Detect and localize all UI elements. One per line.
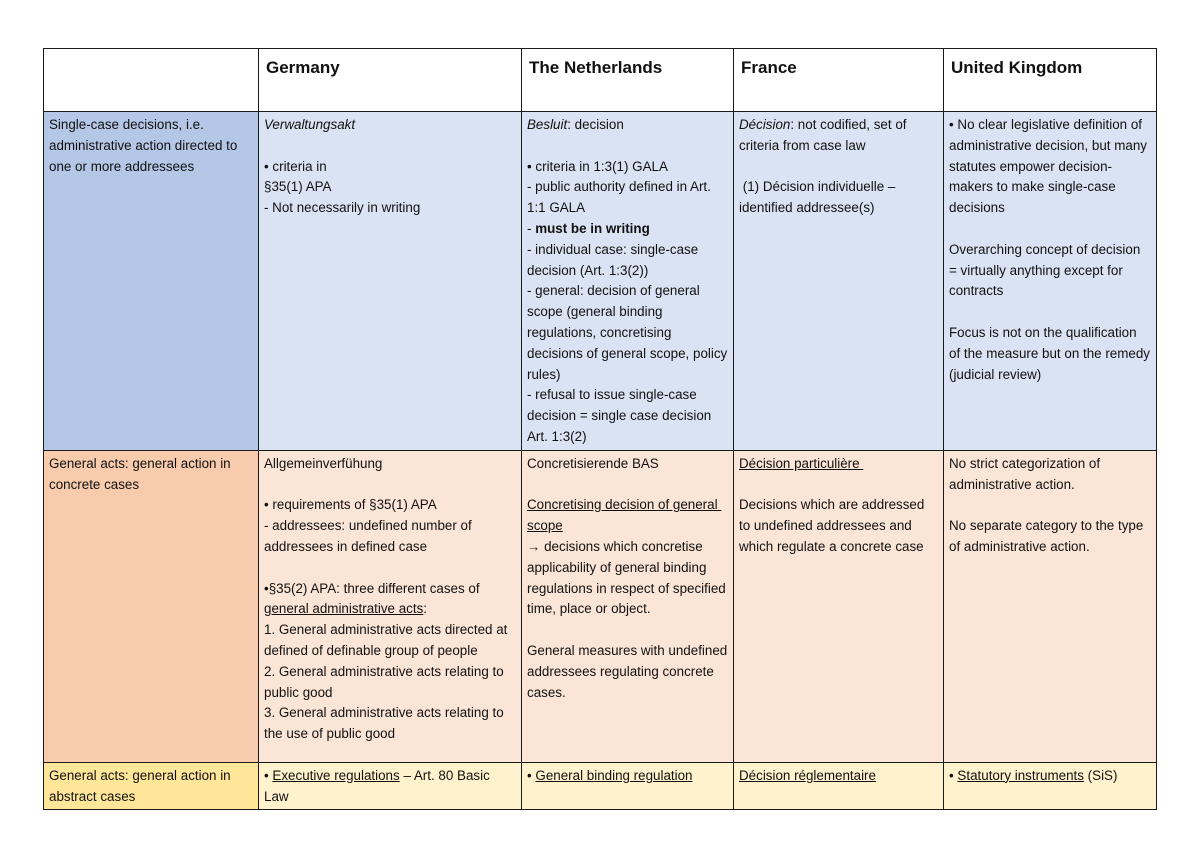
cell-france-general-abstract: [734, 762, 944, 810]
cell-text: → decisions which concretise applicability of general binding regulations in respect of specified time, place or object.: [527, 538, 730, 617]
header-uk: United Kingdom: [944, 49, 1157, 112]
bullet-text: •: [527, 767, 536, 783]
cell-text: - individual case: single-case decision (Art. 1:3(2)): [527, 241, 702, 278]
table-row-single-case: [44, 112, 1157, 451]
cell-text: (SiS): [1083, 767, 1118, 783]
term-text: Allgemeinverfühung: [264, 455, 383, 471]
underlined-text: general administrative acts: [264, 601, 424, 617]
blank-line: [527, 136, 728, 157]
cell-netherlands-general-concrete: [522, 450, 734, 762]
blank-line: [739, 475, 938, 496]
header-corner-cell: [44, 49, 259, 112]
term-text: Besluit: [527, 117, 568, 132]
cell-text-line: [527, 219, 728, 240]
cell-text: • requirements of §35(1) APA: [264, 497, 437, 513]
cell-text: • No clear legislative definition of administrative decision, but many statutes empower decision-makers to make single-case decisions: [949, 117, 1151, 216]
cell-text: (1) Décision individuelle – identified addressee(s): [739, 179, 900, 216]
cell-text-line: [527, 766, 728, 787]
cell-text: • criteria in: [264, 158, 327, 174]
underlined-text: Décision réglementaire: [739, 767, 876, 783]
cell-text: – Art. 80 Basic Law: [264, 767, 494, 804]
term-text: Décision: [739, 117, 791, 132]
header-germany: Germany: [259, 49, 522, 112]
underlined-text: General binding regulation: [535, 767, 693, 783]
blank-line: [949, 219, 1151, 240]
cell-text: •§35(2) APA: three different cases of: [264, 580, 484, 596]
cell-text: §35(1) APA: [264, 179, 332, 195]
cell-text: • criteria in 1:3(1) GALA: [527, 158, 668, 174]
row-label-general-concrete: General acts: general action in concrete cases: [44, 450, 259, 762]
cell-text: - general: decision of general scope (general binding regulations, concretising decisions of general scope, policy rules): [527, 283, 731, 382]
cell-text: - Not necessarily in writing: [264, 200, 421, 216]
cell-text: Overarching concept of decision = virtually anything except for contracts: [949, 241, 1145, 299]
cell-text: 1. General administrative acts directed at defined of definable group of people: [264, 622, 512, 658]
header-netherlands: The Netherlands: [522, 49, 734, 112]
cell-text: Focus is not on the qualification of the measure but on the remedy (judicial review): [949, 324, 1154, 382]
cell-text: No strict categorization of administrative action.: [949, 455, 1104, 492]
blank-line: [949, 495, 1151, 516]
header-france: France: [734, 49, 944, 112]
term-line: [739, 115, 938, 157]
cell-text: - refusal to issue single-case decision = single case decision Art. 1:3(2): [527, 387, 715, 444]
bold-text: must be in writing: [535, 220, 650, 236]
cell-text: 3. General administrative acts relating to the use of public good: [264, 705, 508, 742]
cell-uk-general-abstract: [944, 762, 1157, 810]
bullet-text: •: [264, 767, 273, 783]
cell-text-line: [949, 766, 1151, 787]
cell-text: Decisions which are addressed to undefined addressees and which regulate a concrete case: [739, 497, 929, 554]
blank-line: [264, 558, 516, 579]
cell-text: No separate category to the type of administrative action.: [949, 518, 1148, 554]
term-text: Décision particulière: [739, 455, 864, 471]
underlined-text: Statutory instruments: [957, 767, 1084, 783]
table-row-general-concrete: [44, 450, 1157, 762]
blank-line: [527, 475, 728, 496]
term-rest: : decision: [567, 117, 624, 132]
cell-text-line: [264, 766, 516, 808]
cell-netherlands-general-abstract: [522, 762, 734, 810]
row-label-general-abstract: General acts: general action in abstract cases: [44, 762, 259, 810]
table-row-general-abstract: [44, 762, 1157, 810]
blank-line: [739, 157, 938, 178]
cell-text: General measures with undefined addressees regulating concrete cases.: [527, 642, 731, 700]
cell-germany-general-concrete: [259, 450, 522, 762]
cell-text: 2. General administrative acts relating to public good: [264, 663, 508, 700]
cell-france-single-case: [734, 112, 944, 451]
cell-text-line: [264, 579, 516, 621]
term-line: [527, 115, 728, 136]
blank-line: [264, 136, 516, 157]
bullet-text: •: [949, 767, 958, 783]
cell-uk-single-case: [944, 112, 1157, 451]
cell-text: - addressees: undefined number of addressees in defined case: [264, 518, 476, 554]
cell-netherlands-single-case: [522, 112, 734, 451]
blank-line: [949, 302, 1151, 323]
cell-germany-general-abstract: [259, 762, 522, 810]
term-text: Verwaltungsakt: [264, 117, 356, 132]
cell-uk-general-concrete: [944, 450, 1157, 762]
term-rest: : not codified, set of criteria from case law: [739, 117, 911, 153]
comparison-table: [43, 48, 1157, 810]
term-text: Concretisierende BAS: [527, 455, 659, 471]
underlined-text: Executive regulations: [272, 767, 400, 783]
cell-text: :: [423, 601, 428, 617]
underlined-text: Concretising decision of general scope: [527, 497, 722, 534]
cell-germany-single-case: [259, 112, 522, 451]
cell-france-general-concrete: [734, 450, 944, 762]
header-row: [44, 49, 1157, 112]
blank-line: [264, 475, 516, 496]
blank-line: [527, 620, 728, 641]
cell-text: - public authority defined in Art. 1:1 GALA: [527, 179, 715, 216]
row-label-single-case: Single-case decisions, i.e. administrative action directed to one or more addressees: [44, 112, 259, 451]
cell-text: -: [527, 220, 536, 236]
